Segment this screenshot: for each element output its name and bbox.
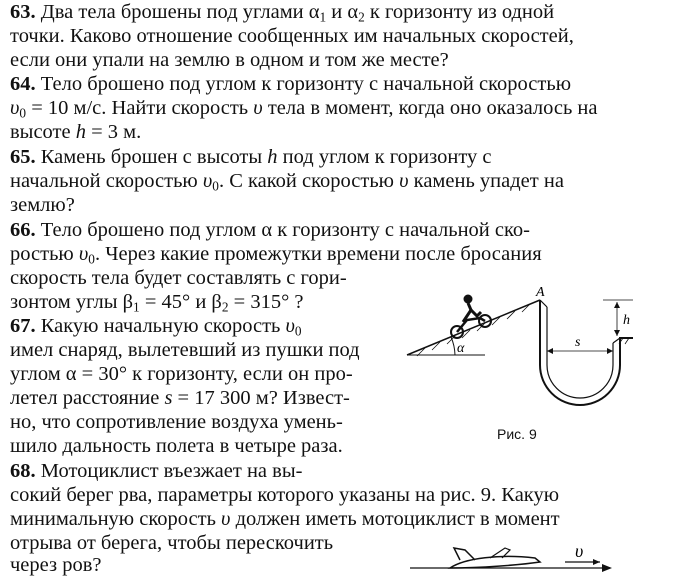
problem-66-line-1: 66. Тело брошено под углом α к горизонту с начальной ско- bbox=[10, 219, 530, 241]
problem-66-line-4: зонтом углы $\beta_1 = 45^\circ$ и $\beta_2 = 315^\circ$ ? bbox=[10, 291, 304, 315]
problem-68-line-5: через ров? bbox=[10, 554, 102, 576]
slope-line bbox=[407, 300, 540, 355]
problem-67-line-2: имел снаряд, вылетевший из пушки под bbox=[10, 339, 360, 361]
problem-67-line-4: летел расстояние s = 17 300 м? Извест- bbox=[10, 387, 350, 409]
problem-65-line-1: 65. Камень брошен с высоты h под углом к горизонту с bbox=[10, 146, 492, 168]
ditch-inner bbox=[547, 307, 613, 398]
label-A: A bbox=[536, 285, 545, 300]
problem-68-line-4: отрыва от берега, чтобы перескочить bbox=[10, 532, 334, 554]
problem-66-line-3: скорость тела будет составлять с гори- bbox=[10, 267, 347, 289]
angle-arc bbox=[451, 337, 455, 355]
problem-66-line-2: ростью $\upsilon_0$. Через какие промежутки времени после бросания bbox=[10, 243, 542, 267]
figure-9-diagram bbox=[405, 280, 635, 425]
problem-64-line-1: 64. Тело брошено под углом к горизонту с начальной скоростью bbox=[10, 73, 572, 95]
problem-63-line-2: точки. Каково отношение сообщенных им начальных скоростей, bbox=[10, 25, 574, 47]
problem-number: 64. bbox=[10, 73, 36, 95]
problem-number: 67. bbox=[10, 315, 36, 337]
motorcyclist-icon bbox=[451, 295, 491, 339]
problem-number: 66. bbox=[10, 219, 36, 241]
problem-65-line-3: землю? bbox=[10, 194, 75, 216]
problem-65-line-2: начальной скоростью $\upsilon_0$. С какой скоростью υ камень упадет на bbox=[10, 170, 564, 194]
problem-64-line-2: $\upsilon_0 = 10$ м/с. Найти скорость υ тела в момент, когда оно оказалось на bbox=[10, 97, 598, 121]
problem-number: 68. bbox=[10, 460, 36, 482]
label-v: υ bbox=[575, 541, 584, 561]
problem-68-line-3: минимальную скорость υ должен иметь мотоциклист в момент bbox=[10, 508, 560, 530]
label-alpha: α bbox=[457, 341, 465, 356]
problem-63-line-3: если они упали на землю в одном и том же месте? bbox=[10, 49, 449, 71]
problem-68-line-2: сокий берег рва, параметры которого указаны на рис. 9. Какую bbox=[10, 484, 560, 506]
airplane-icon bbox=[450, 548, 540, 568]
problem-number: 63. bbox=[10, 1, 36, 23]
problem-67-line-3: углом α = 30° к горизонту, если он про- bbox=[10, 363, 353, 385]
label-h: h bbox=[623, 313, 630, 328]
figure-9-caption: Рис. 9 bbox=[497, 426, 537, 442]
problem-67-line-6: шило дальность полета в четыре раза. bbox=[10, 435, 343, 457]
problem-67-line-1: 67. Какую начальную скорость $\upsilon_0$ bbox=[10, 315, 302, 339]
problem-68-line-1: 68. Мотоциклист въезжает на вы- bbox=[10, 460, 303, 482]
ditch-outer bbox=[540, 300, 633, 405]
next-figure-partial bbox=[410, 540, 620, 575]
problem-67-line-5: но, что сопротивление воздуха умень- bbox=[10, 411, 343, 433]
problem-number: 65. bbox=[10, 146, 36, 168]
label-s: s bbox=[575, 335, 581, 350]
problem-64-line-3: высоте h = 3 м. bbox=[10, 121, 142, 143]
problem-63-line-1: 63. Два тела брошены под углами $\alpha_1$ и $\alpha_2$ к горизонту из одной bbox=[10, 1, 555, 25]
